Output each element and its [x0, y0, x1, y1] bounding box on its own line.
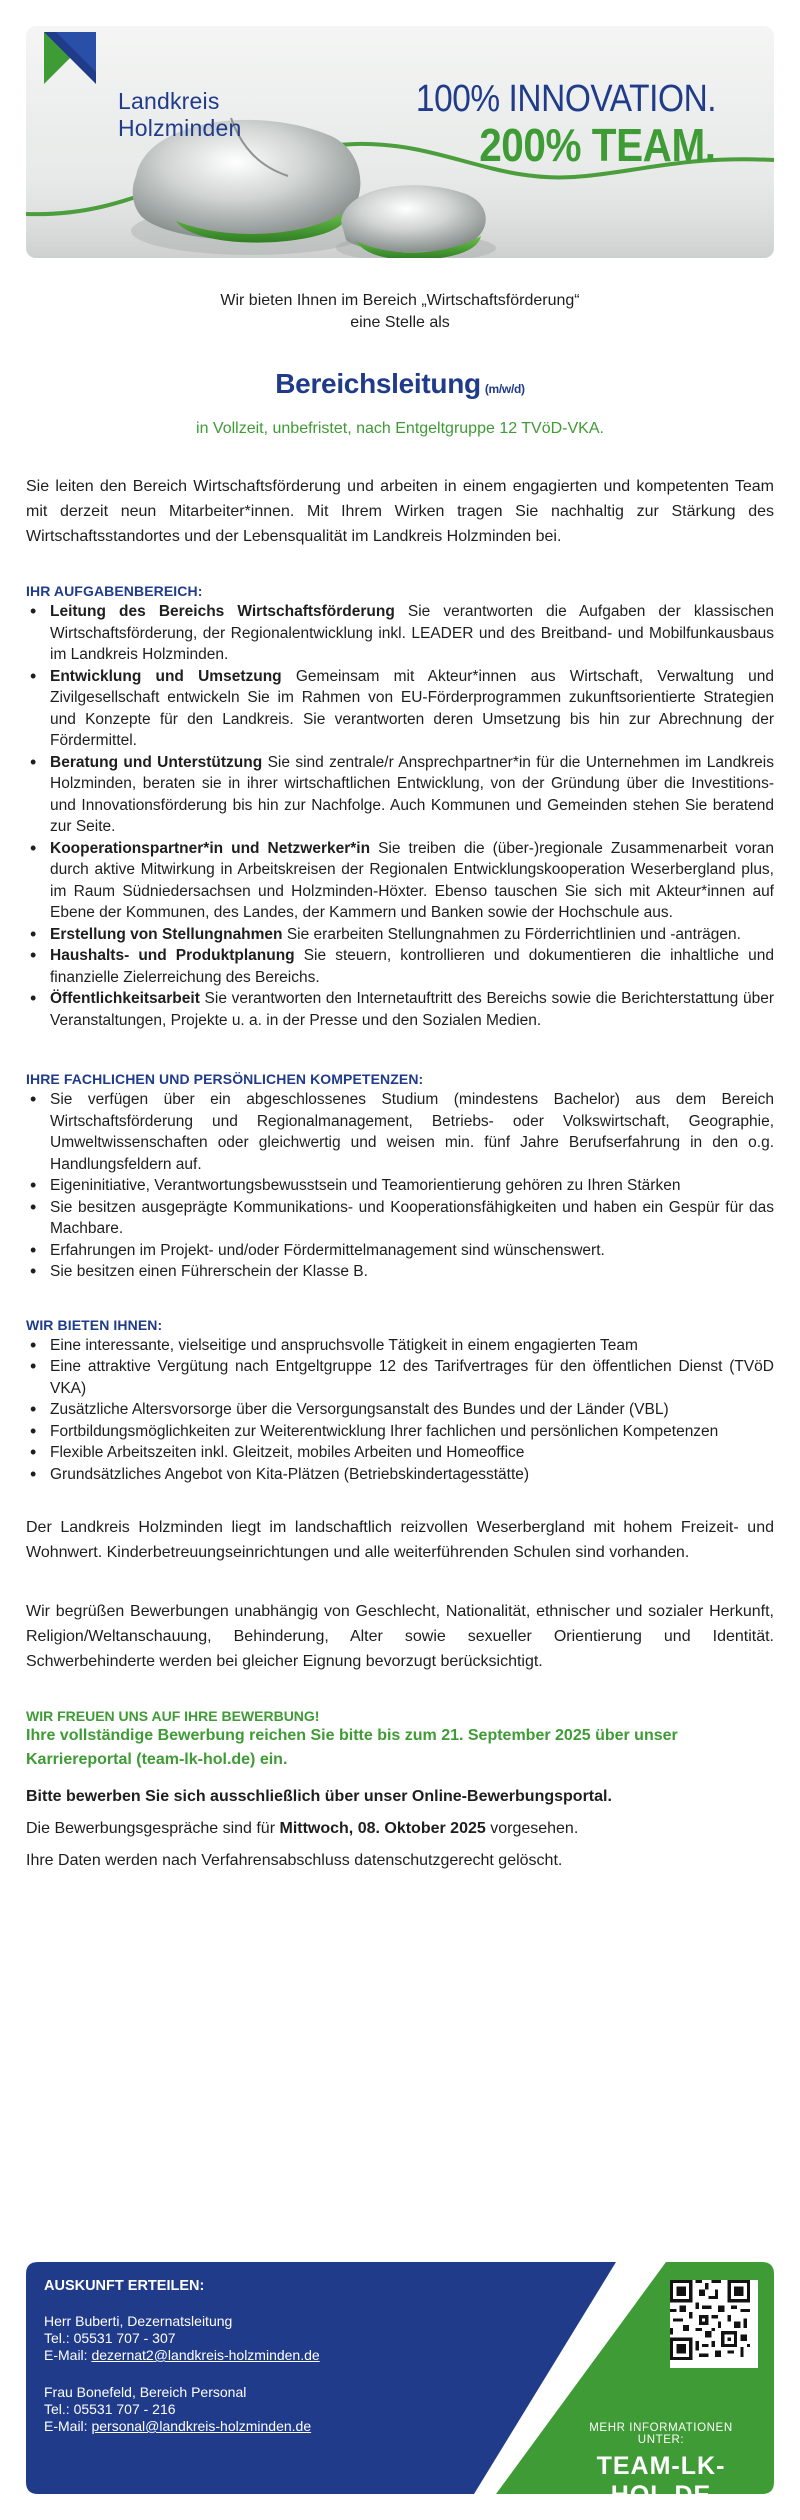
contact2-tel: Tel.: 05531 707 - 216: [44, 2401, 176, 2417]
interview-suffix: vorgesehen.: [485, 1820, 579, 1837]
list-item: [26, 666, 774, 752]
task-text: Gemeinsam mit Akteur*innen aus Wirtschaft, Verwaltung und Zivilgesellschaft entwickeln Sie im Rahmen von EU-Förderprogrammen zukunftsorientierte Strategien und Konzepte für den Landkreis. Sie verantworten deren Umsetzung bis hin zur Abrechnung der Fördermittel.: [50, 667, 774, 749]
skills-list: [26, 1089, 774, 1283]
interview-prefix: Die Bewerbungsgespräche sind für: [26, 1820, 280, 1837]
contact1-mail-link[interactable]: dezernat2@landkreis-holzminden.de: [91, 2347, 320, 2363]
task-text: Sie verantworten den Internetauftritt des Bereichs sowie die Berichterstattung über Veranstaltungen, Projekte u. a. in der Presse und den Sozialen Medien.: [50, 990, 774, 1029]
offers-heading: WIR BIETEN IHNEN:: [26, 1316, 163, 1333]
task-title: Öffentlichkeitsarbeit: [50, 990, 200, 1007]
logo-text: [118, 88, 241, 142]
list-item: [26, 924, 774, 946]
task-title: Beratung und Unterstützung: [50, 753, 263, 771]
list-item: [26, 601, 774, 666]
task-title: Kooperationspartner*in und Netzwerker*in: [50, 839, 371, 857]
list-item: • Flexible Arbeitszeiten inkl. Gleitzeit, mobiles Arbeiten und Homeoffice: [26, 1442, 774, 1464]
job-terms: in Vollzeit, unbefristet, nach Entgeltgruppe 12 TVöD-VKA.: [196, 420, 604, 437]
contact1-name: Herr Buberti, Dezernatsleitung: [44, 2313, 233, 2329]
contact2-mail-row: [44, 2418, 320, 2435]
list-item: [26, 988, 774, 1031]
contact1-mail-label: E-Mail:: [44, 2347, 92, 2363]
qr-code-icon[interactable]: [670, 2280, 758, 2368]
contact2-name: Frau Bonefeld, Bereich Personal: [44, 2384, 247, 2400]
task-title: Entwicklung und Umsetzung: [50, 667, 282, 685]
list-item: [26, 752, 774, 838]
interview-note: [26, 1820, 774, 1838]
offers-list: [26, 1335, 774, 1486]
intro-line-2: eine Stelle als: [350, 314, 450, 331]
intro: [26, 290, 774, 334]
logo-mark-icon: [44, 32, 96, 84]
interview-date: Mittwoch, 08. Oktober 2025: [279, 1820, 486, 1837]
list-item: • Erfahrungen im Projekt- und/oder Fördermittelmanagement sind wünschenswert.: [26, 1240, 774, 1262]
job-title-text: Bereichsleitung: [275, 368, 481, 399]
list-item: • Sie verfügen über ein abgeschlossenes Studium (mindestens Bachelor) aus dem Bereich Wirtschaftsförderung und Regionalmanagement, Betriebs- oder Volkswirtschaft, Geographie, Umweltwissenschaften oder gleichwertig und weisen min. fünf Jahre Berufserfahrung in den o.g. Handlungsfeldern auf.: [26, 1089, 774, 1175]
intro-line-1: Wir bieten Ihnen im Bereich „Wirtschaftsförderung“: [220, 292, 580, 309]
skills-heading: IHRE FACHLICHEN UND PERSÖNLICHEN KOMPETENZEN:: [26, 1071, 424, 1087]
header-banner: [26, 26, 774, 258]
privacy-note: Ihre Daten werden nach Verfahrensabschluss datenschutzgerecht gelöscht.: [26, 1852, 563, 1869]
career-portal-link[interactable]: TEAM-LK-HOL.DE: [596, 2452, 726, 2509]
posting-content: [26, 290, 774, 1870]
lead-paragraph: Sie leiten den Bereich Wirtschaftsförderung und arbeiten in einem engagierten und kompetenten Team mit derzeit neun Mitarbeiter*innen. Mit Ihrem Wirken tragen Sie nachhaltig zur Stärkung des Wirtschaftsstandortes und der Lebensqualität im Landkreis Holzminden bei.: [26, 478, 774, 545]
job-title: [26, 368, 774, 400]
logo-line-2: Holzminden: [118, 115, 242, 141]
task-title: Leitung des Bereichs Wirtschaftsförderung: [50, 603, 395, 620]
contact-block: [44, 2278, 320, 2435]
list-item: • Eigeninitiative, Verantwortungsbewusstsein und Teamorientierung gehören zu Ihren Stärken: [26, 1175, 774, 1197]
region-paragraph: Der Landkreis Holzminden liegt im landschaftlich reizvollen Weserbergland mit hohem Freizeit- und Wohnwert. Kinderbetreuungseinrichtungen und alle weiterführenden Schulen sind vorhanden.: [26, 1519, 774, 1561]
list-item: • Fortbildungsmöglichkeiten zur Weiterentwicklung Ihrer fachlichen und persönlichen Kompetenzen: [26, 1421, 774, 1443]
more-info: [566, 2422, 756, 2510]
task-text: Sie treiben die (über-)regionale Zusammenarbeit voran durch aktive Mitwirkung in Arbeitskreisen der Regionalen Entwicklungskooperation Weserbergland plus, im Raum Südniedersachsen und Holzminden-Höxter. Ebenso tauschen Sie sich mit Akteur*innen auf Ebene der Kommunen, des Landes, der Kammern und Banken sowie der Hochschule aus.: [50, 839, 774, 921]
list-item: • Eine interessante, vielseitige und anspruchsvolle Tätigkeit in einem engagierten Team: [26, 1335, 774, 1357]
contact-heading: AUSKUNFT ERTEILEN:: [44, 2278, 205, 2294]
logo-line-1: Landkreis: [118, 88, 220, 114]
slogan-innovation: 100% INNOVATION.: [415, 78, 716, 120]
more-info-label: MEHR INFORMATIONEN UNTER:: [589, 2422, 733, 2446]
skills-section: [26, 1071, 774, 1283]
gender-note: (m/w/d): [484, 382, 525, 396]
footer: [26, 2262, 774, 2509]
list-item: • Eine attraktive Vergütung nach Entgeltgruppe 12 des Tarifvertrages für den öffentlichen Dienst (TVöD VKA): [26, 1356, 774, 1399]
task-text: Sie sind zentrale/r Ansprechpartner*in für die Unternehmen im Landkreis Holzminden, beraten sie in ihrer wirtschaftlichen Entwicklung, von der Gründung über die Investitions- und Innovationsförderung bis hin zur Nachfolge. Auch Kommunen und Gemeinden stehen Sie beratend zur Seite.: [50, 753, 774, 835]
offers-section: [26, 1317, 774, 1486]
apply-deadline: Ihre vollständige Bewerbung reichen Sie bitte bis zum 21. September 2025 über unser Karriereportal (team-lk-hol.de) ein.: [26, 1727, 678, 1768]
contact2-mail-label: E-Mail:: [44, 2418, 92, 2434]
list-item: • Zusätzliche Altersvorsorge über die Versorgungsanstalt des Bundes und der Länder (VBL): [26, 1399, 774, 1421]
list-item: [26, 838, 774, 924]
contact1-mail-row: [44, 2347, 320, 2364]
task-text: Sie steuern, kontrollieren und dokumentieren die inhaltliche und finanzielle Zielerreichung des Bereichs.: [50, 947, 774, 986]
slogan-team: 200% TEAM.: [479, 119, 716, 171]
apply-portal-note: Bitte bewerben Sie sich ausschließlich über unser Online-Bewerbungsportal.: [26, 1788, 612, 1805]
apply-section: [26, 1708, 774, 1870]
list-item: [26, 945, 774, 988]
contact1-tel: Tel.: 05531 707 - 307: [44, 2330, 176, 2346]
tasks-list: [26, 601, 774, 1031]
task-title: Erstellung von Stellungnahmen: [50, 925, 283, 943]
list-item: • Sie besitzen einen Führerschein der Klasse B.: [26, 1261, 774, 1283]
tasks-section: [26, 583, 774, 1031]
list-item: • Grundsätzliches Angebot von Kita-Plätzen (Betriebskindertagesstätte): [26, 1464, 774, 1486]
task-text: Sie erarbeiten Stellungnahmen zu Förderrichtlinien und -anträgen.: [282, 925, 741, 943]
diversity-paragraph: Wir begrüßen Bewerbungen unabhängig von Geschlecht, Nationalität, ethnischer und sozialer Herkunft, Religion/Weltanschauung, Behinderung, Alter sowie sexueller Orientierung und Identität. Schwerbehinderte werden bei gleicher Eignung bevorzugt berücksichtigt.: [26, 1603, 774, 1670]
tasks-heading: IHR AUFGABENBEREICH:: [26, 583, 203, 599]
task-text: Sie verantworten die Aufgaben der klassischen Wirtschaftsförderung, der Regionalentwicklung inkl. LEADER und des Breitband- und Mobilfunkausbaus im Landkreis Holzminden.: [50, 603, 774, 663]
list-item: • Sie besitzen ausgeprägte Kommunikations- und Kooperationsfähigkeiten und haben ein Gespür für das Machbare.: [26, 1197, 774, 1240]
contact2-mail-link[interactable]: personal@landkreis-holzminden.de: [91, 2418, 312, 2434]
task-title: Haushalts- und Produktplanung: [50, 947, 295, 964]
apply-heading: WIR FREUEN UNS AUF IHRE BEWERBUNG!: [26, 1708, 320, 1724]
